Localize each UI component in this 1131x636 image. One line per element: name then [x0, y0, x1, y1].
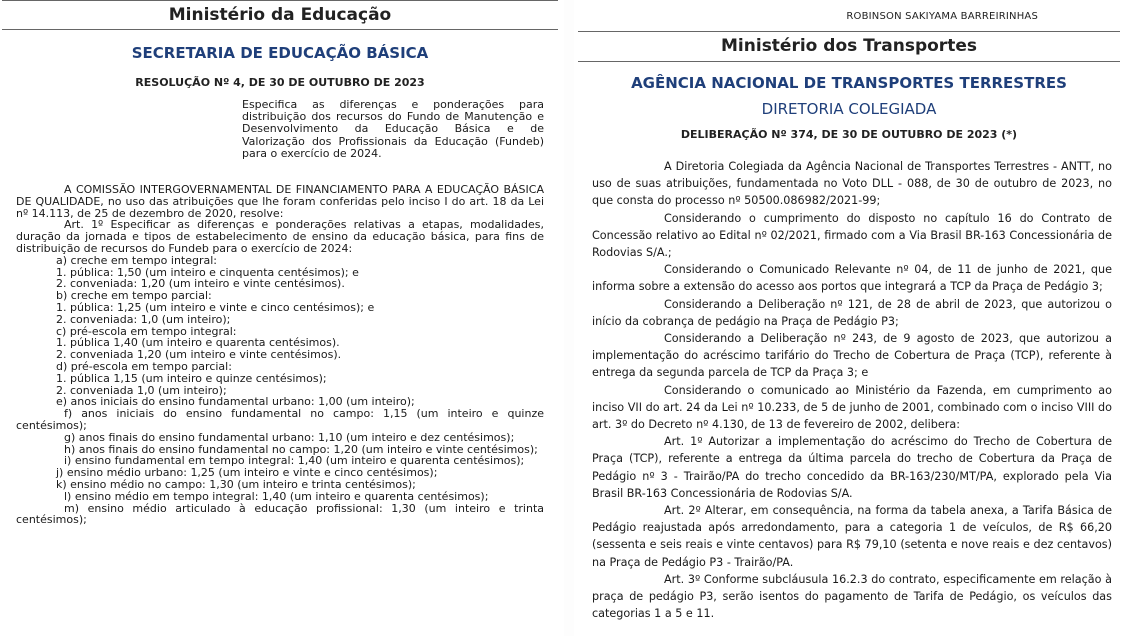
body-text — [16, 184, 544, 526]
list-item: 1. pública: 1,25 (um inteiro e vinte e cinco centésimos); e — [56, 300, 375, 314]
paragraph: Considerando o comunicado ao Ministério da Fazenda, em cumprimento ao inciso VII do art. 24 da Lei nº 10.233, de 5 de junho de 2001, combinado com o inciso VIII do art. 3º do Decreto nº 4.130, de 13 de fevereiro de 2002, delibera: — [592, 383, 1112, 432]
list-item: 2. conveniada 1,20 (um inteiro e vinte centésimos). — [56, 348, 342, 362]
list-item: j) ensino médio urbano: 1,25 (um inteiro e vinte e cinco centésimos); — [56, 466, 438, 480]
list-item: 1. pública 1,15 (um inteiro e quinze centésimos); — [56, 371, 327, 385]
list-item: 2. conveniada 1,0 (um inteiro); — [56, 383, 227, 397]
heading-rule — [578, 61, 1120, 62]
article-1: Art. 1º Especificar as diferenças e ponderações relativas a etapas, modalidades, duração da jornada e tipos de estabelecimento de ensino da educação básica, para fins de distribuição de recursos do Fundeb para o exercício de 2024: — [16, 218, 544, 255]
list-item: 1. pública: 1,50 (um inteiro e cinquenta centésimos); e — [56, 265, 359, 279]
body-text — [592, 158, 1112, 622]
ementa: Especifica as diferenças e ponderações para distribuição dos recursos do Fundo de Manutenção e Desenvolvimento da Educação Básica e de Valorização dos Profissionais da Educação (Fundeb) para o exercício de 2024. — [242, 98, 544, 160]
list-item: g) anos finais do ensino fundamental urbano: 1,10 (um inteiro e dez centésimos); — [64, 430, 515, 444]
article-1: Art. 1º Autorizar a implementação do acréscimo do Trecho de Cobertura de Praça (TCP), referente a entrega da última parcela do trecho de Cobertura da Praça de Pedágio nº 3 - Trairão/PA do trecho concedido da BR-163/230/MT/PA, explorado pela Via Brasil BR-163 Concessionária de Rodovias S/A. — [592, 435, 1112, 500]
top-rule — [578, 31, 1120, 32]
list-item: i) ensino fundamental em tempo integral: 1,40 (um inteiro e quarenta centésimos); — [64, 454, 525, 468]
list-item: d) pré-escola em tempo parcial: — [56, 359, 232, 373]
article-2: Art. 2º Alterar, em consequência, na forma da tabela anexa, a Tarifa Básica de Pedágio reajustada após arredondamento, para a categoria 1 de veículos, de R$ 66,20 (sessenta e seis reais e vinte centavos) para R$ 79,10 (setenta e nove reais e dez centavos) na Praça de Pedágio P3 - Trairão/PA. — [592, 504, 1112, 569]
list-item: m) ensino médio articulado à educação profissional: 1,30 (um inteiro e trinta centésimos); — [16, 501, 544, 527]
right-column — [578, 0, 1120, 636]
signatory-name: ROBINSON SAKIYAMA BARREIRINHAS — [846, 11, 1038, 22]
list-item: c) pré-escola em tempo integral: — [56, 324, 237, 338]
agency-heading: AGÊNCIA NACIONAL DE TRANSPORTES TERRESTRES — [631, 74, 1067, 92]
list-item: b) creche em tempo parcial: — [56, 289, 212, 303]
agency-heading: SECRETARIA DE EDUCAÇÃO BÁSICA — [131, 44, 429, 62]
board-heading: DIRETORIA COLEGIADA — [761, 100, 937, 118]
list-item: l) ensino médio em tempo integral: 1,40 (um inteiro e quarenta centésimos); — [64, 489, 489, 503]
list-item: 1. pública 1,40 (um inteiro e quarenta centésimos). — [56, 336, 340, 350]
list-item: a) creche em tempo integral: — [56, 253, 218, 267]
list-item: 2. conveniada: 1,20 (um inteiro e vinte centésimos). — [56, 277, 345, 291]
ministry-heading: Ministério da Educação — [168, 5, 392, 25]
list-item: h) anos finais do ensino fundamental no campo: 1,20 (um inteiro e vinte centésimos); — [64, 442, 538, 456]
list-item: 2. conveniada: 1,0 (um inteiro); — [56, 312, 231, 326]
column-gutter — [564, 0, 574, 636]
top-rule — [2, 0, 558, 1]
paragraph: Considerando a Deliberação nº 243, de 9 agosto de 2023, que autorizou a implementação do acréscimo tarifário do Trecho de Cobertura de Praça (TCP), referente à entrega da segunda parcela de TCP da Praça 3; e — [592, 332, 1112, 380]
list-item: f) anos iniciais do ensino fundamental no campo: 1,15 (um inteiro e quinze centésimos); — [16, 407, 544, 432]
paragraph: Considerando o Comunicado Relevante nº 04, de 11 de junho de 2021, que informa sobre a extensão do acesso aos portos que integrará a TCP da Praça de Pedágio 3; — [592, 263, 1112, 294]
list-item: k) ensino médio no campo: 1,30 (um inteiro e trinta centésimos); — [56, 477, 416, 491]
paragraph: A Diretoria Colegiada da Agência Nacional de Transportes Terrestres - ANTT, no uso de suas atribuições, fundamentada no Voto DLL - 088, de 30 de outubro de 2023, no que consta do processo nº 50500.086982/2021-99; — [592, 160, 1112, 208]
ministry-heading: Ministério dos Transportes — [721, 36, 977, 56]
list-item: e) anos iniciais do ensino fundamental urbano: 1,00 (um inteiro); — [56, 395, 415, 409]
paragraph: Considerando o cumprimento do disposto no capítulo 16 do Contrato de Concessão relativo ao Edital nº 02/2021, firmado com a Via Brasil BR-163 Concessionária de Rodovias S/A.; — [592, 211, 1112, 260]
paragraph: Considerando a Deliberação nº 121, de 28 de abril de 2023, que autorizou o início da cobrança de pedágio na Praça de Pedágio P3; — [592, 297, 1112, 328]
resolution-title: RESOLUÇÃO Nº 4, DE 30 DE OUTUBRO DE 2023 — [135, 76, 425, 89]
heading-rule — [2, 29, 558, 30]
deliberation-title: DELIBERAÇÃO Nº 374, DE 30 DE OUTUBRO DE 2023 (*) — [680, 128, 1018, 141]
left-column — [0, 0, 560, 636]
preamble: A COMISSÃO INTERGOVERNAMENTAL DE FINANCIAMENTO PARA A EDUCAÇÃO BÁSICA DE QUALIDADE, no uso das atribuições que lhe foram conferidas pelo inciso I do art. 18 da Lei nº 14.113, de 25 de dezembro de 2020, resolve: — [16, 183, 544, 220]
article-3: Art. 3º Conforme subcláusula 16.2.3 do contrato, especificamente em relação à praça de pedágio P3, serão isentos do pagamento de Tarifa de Pedágio, os veículos das categorias 1 a 5 e 11. — [592, 572, 1112, 621]
